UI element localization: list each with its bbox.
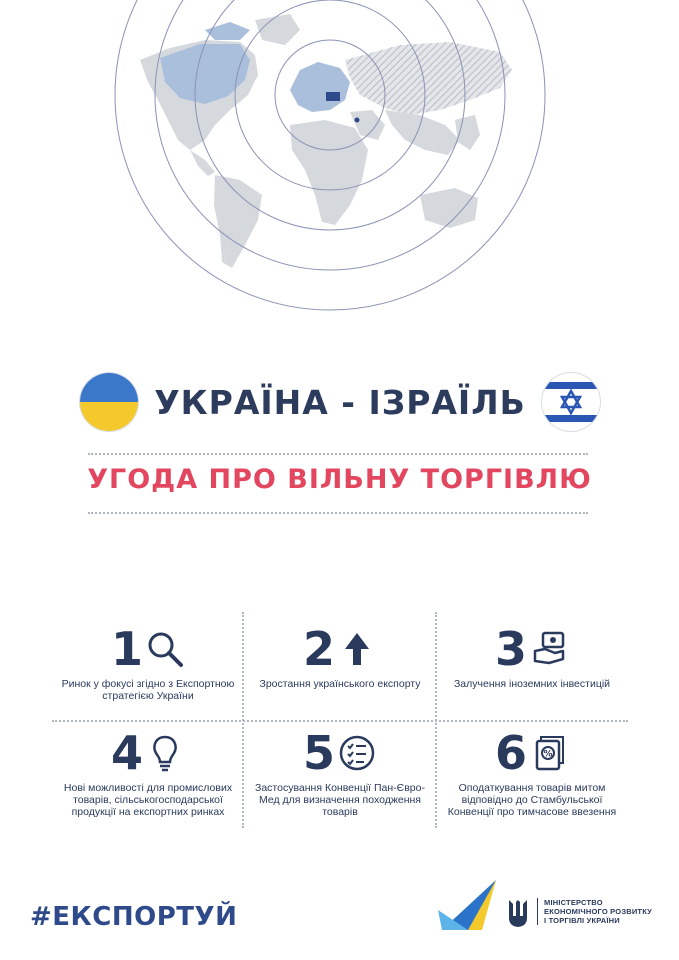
benefit-number: 1 [110, 622, 143, 676]
benefit-number: 6 [494, 726, 527, 780]
page-title: УКРАЇНА - ІЗРАЇЛЬ [154, 382, 526, 422]
svg-text:%: % [543, 749, 553, 760]
benefit-caption: Ринок у фокусі згідно з Експортною стратегією України [61, 678, 235, 702]
benefit-item-1 [52, 622, 244, 734]
world-map-icon [0, 0, 679, 330]
benefit-caption: Застосування Конвенції Пан-Євро-Мед для визначення походження товарів [255, 782, 425, 818]
benefit-number: 3 [494, 622, 527, 676]
divider-top [88, 453, 588, 455]
coat-of-arms-icon [507, 898, 529, 928]
ministry-name [537, 898, 652, 925]
ukraine-flag-icon [80, 373, 138, 431]
ukrainian-export-logo-icon [438, 876, 500, 932]
benefit-caption: Залучення іноземних інвестицій [453, 678, 611, 690]
benefit-caption: Зростання українського експорту [259, 678, 421, 690]
benefit-item-5 [244, 726, 436, 838]
ministry-line: МІНІСТЕРСТВО [544, 898, 603, 907]
checklist-icon [337, 733, 377, 773]
benefit-number: 2 [302, 622, 335, 676]
ministry-line: І ТОРГІВЛІ УКРАЇНИ [544, 916, 620, 925]
benefit-item-3 [436, 622, 628, 734]
benefit-caption: Нові можливості для промислових товарів, сільськогосподарської продукції на експортних ринках [63, 782, 233, 818]
benefit-caption: Оподаткування товарів митом відповідно до Стамбульської Конвенції про тимчасове ввезення [447, 782, 617, 818]
world-map-illustration [0, 0, 679, 330]
benefit-number: 4 [110, 726, 143, 780]
tax-document-icon [529, 733, 569, 773]
ministry-line: ЕКОНОМІЧНОГО РОЗВИТКУ [544, 907, 653, 916]
hashtag-text: #ЕКСПОРТУЙ [30, 902, 238, 932]
benefit-item-6 [436, 726, 628, 838]
magnifier-icon [145, 629, 185, 669]
money-hand-icon [529, 629, 569, 669]
israel-flag-icon [542, 373, 600, 431]
title-row [80, 372, 600, 432]
divider-bottom [88, 512, 588, 514]
page-subtitle: УГОДА ПРО ВІЛЬНУ ТОРГІВЛЮ [87, 464, 592, 495]
benefit-number: 5 [302, 726, 335, 780]
benefit-item-2 [244, 622, 436, 734]
benefits-grid [52, 612, 628, 828]
lightbulb-icon [145, 733, 185, 773]
benefit-item-4 [52, 726, 244, 838]
growth-arrow-icon [337, 629, 377, 669]
